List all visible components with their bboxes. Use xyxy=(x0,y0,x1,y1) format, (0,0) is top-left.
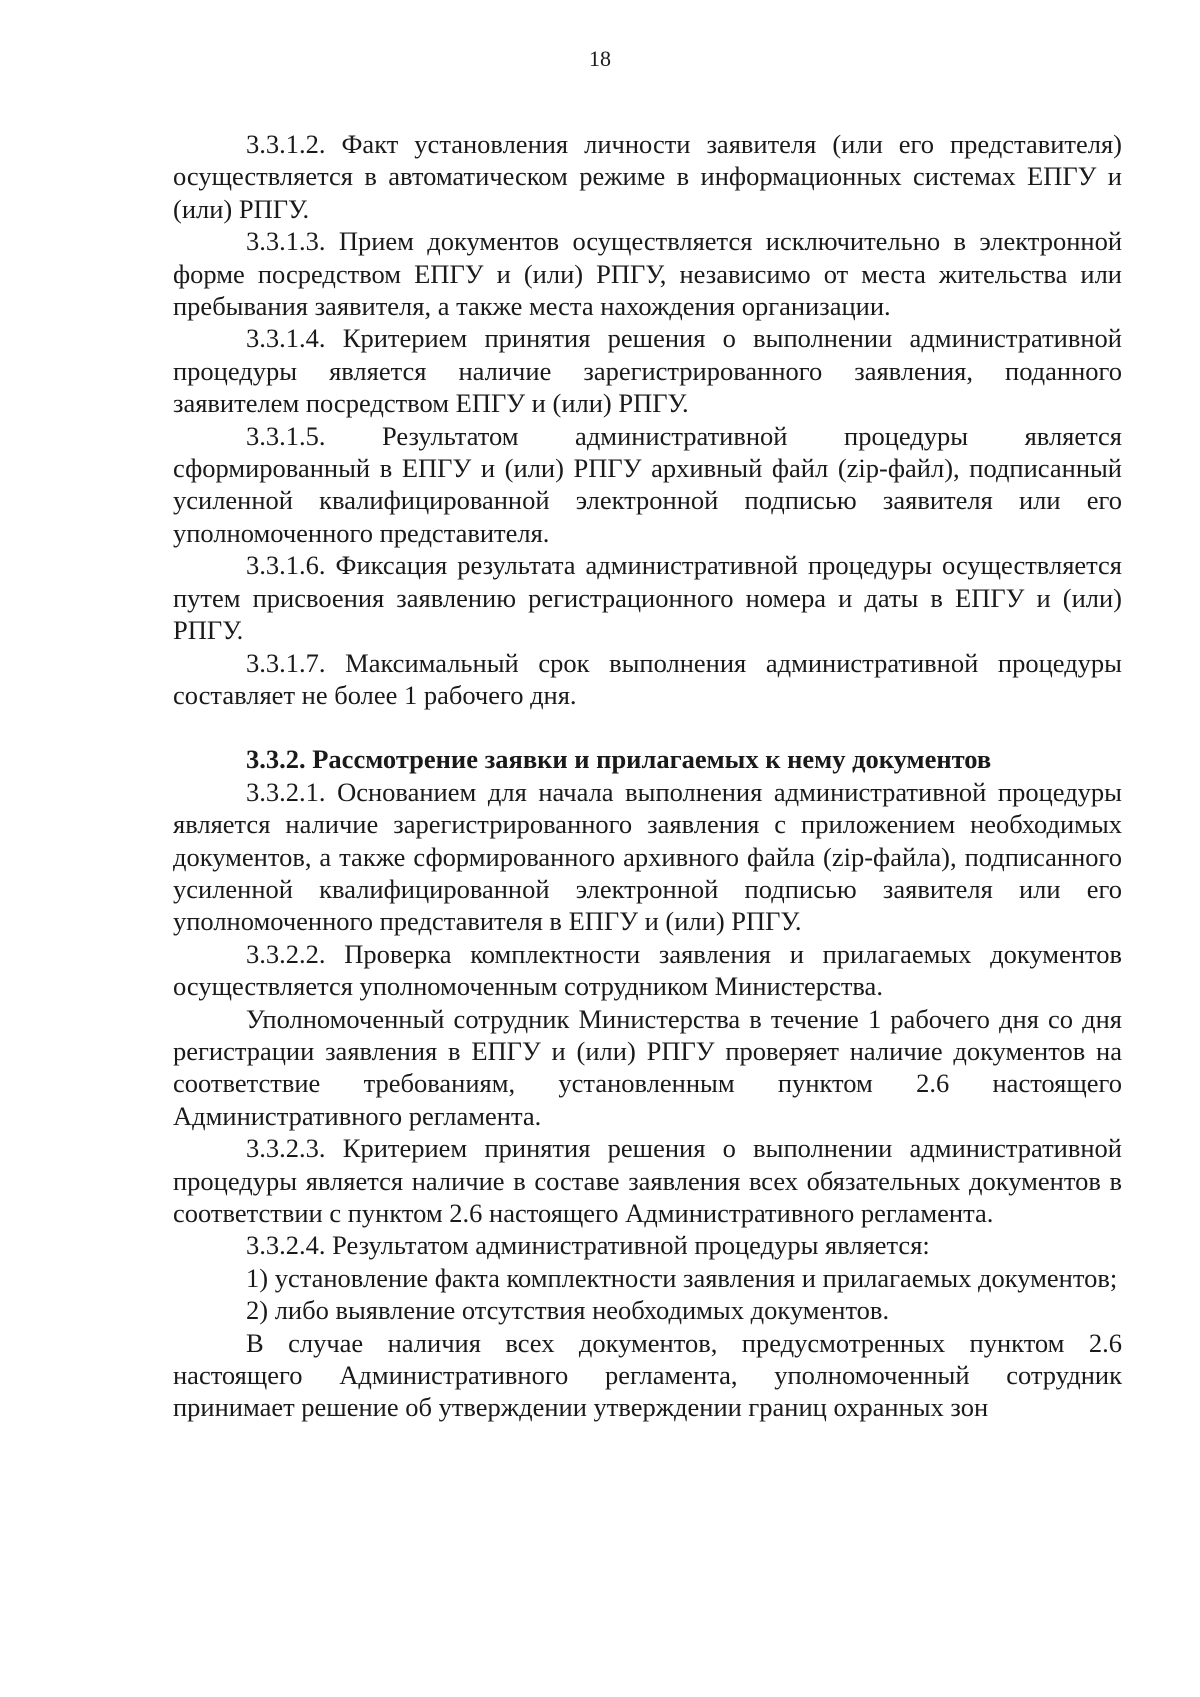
paragraph-3-3-1-3: 3.3.1.3. Прием документов осуществляется исключительно в электронной форме посредством ЕПГУ и (или) РПГУ, независимо от места жительства или пребывания заявителя, а также места нахождения организации. xyxy=(173,226,1122,322)
paragraph-3-3-1-7: 3.3.1.7. Максимальный срок выполнения административной процедуры составляет не более 1 рабочего дня. xyxy=(173,647,1122,710)
page-number: 18 xyxy=(589,46,611,71)
paragraph-3-3-1-5: 3.3.1.5. Результатом административной процедуры является сформированный в ЕПГУ и (или) РПГУ архивный файл (zip-файл), подписанный усиленной квалифицированной электронной подписью заявителя или его уполномоченного представителя. xyxy=(173,420,1122,548)
paragraph-authorized-employee: Уполномоченный сотрудник Министерства в течение 1 рабочего дня со дня регистрации заявления в ЕПГУ и (или) РПГУ проверяет наличие документов на соответствие требованиям, установленным пунктом 2.6 настоящего Административного регламента. xyxy=(173,1003,1122,1131)
list-item-1: 1) установление факта комплектности заявления и прилагаемых документов; xyxy=(246,1262,1118,1293)
paragraph-3-3-1-4: 3.3.1.4. Критерием принятия решения о выполнении административной процедуры является наличие зарегистрированного заявления, поданного заявителем посредством ЕПГУ и (или) РПГУ. xyxy=(173,323,1122,419)
section-heading-3-3-2: 3.3.2. Рассмотрение заявки и прилагаемых к нему документов xyxy=(246,744,992,775)
document-body xyxy=(173,128,1122,1424)
list-item-2: 2) либо выявление отсутствия необходимых документов. xyxy=(246,1295,890,1326)
paragraph-3-3-2-1: 3.3.2.1. Основанием для начала выполнения административной процедуры является наличие зарегистрированного заявления с приложением необходимых документов, а также сформированного архивного файла (zip-файла), подписанного усиленной квалифицированной электронной подписью заявителя или его уполномоченного представителя в ЕПГУ и (или) РПГУ. xyxy=(173,776,1122,937)
paragraph-3-3-2-2: 3.3.2.2. Проверка комплектности заявления и прилагаемых документов осуществляется уполномоченным сотрудником Министерства. xyxy=(173,938,1122,1002)
paragraph-3-3-2-4: 3.3.2.4. Результатом административной процедуры является: xyxy=(246,1230,930,1261)
paragraph-3-3-2-3: 3.3.2.3. Критерием принятия решения о выполнении административной процедуры является наличие в составе заявления всех обязательных документов в соответствии с пунктом 2.6 настоящего Административного регламента. xyxy=(173,1133,1122,1228)
paragraph-3-3-1-6: 3.3.1.6. Фиксация результата административной процедуры осуществляется путем присвоения заявлению регистрационного номера и даты в ЕПГУ и (или) РПГУ. xyxy=(173,550,1122,646)
paragraph-3-3-1-2: 3.3.1.2. Факт установления личности заявителя (или его представителя) осуществляется в автоматическом режиме в информационных системах ЕПГУ и (или) РПГУ. xyxy=(173,129,1122,224)
paragraph-all-documents-case: В случае наличия всех документов, предусмотренных пунктом 2.6 настоящего Административного регламента, уполномоченный сотрудник принимает решение об утверждении утверждении границ охранных зон xyxy=(173,1327,1122,1423)
